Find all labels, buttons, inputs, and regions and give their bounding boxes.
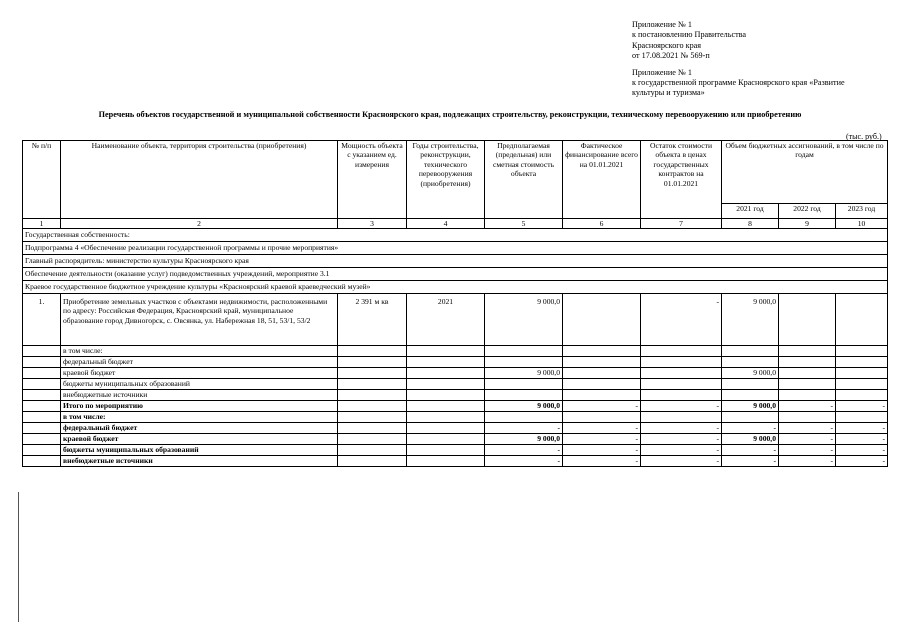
section-activity: Обеспечение деятельности (оказание услуг) подведомственных учреждений, мероприятие 3.1 — [23, 268, 888, 281]
breakdown-cost-cell — [485, 390, 563, 401]
breakdown-cost-cell — [485, 357, 563, 368]
breakdown-y2023-cell — [836, 346, 888, 357]
unit-label: (тыс. руб.) — [846, 132, 882, 141]
totals-y2021-cell: - — [722, 456, 779, 467]
totals-cost-cell: - — [485, 445, 563, 456]
object-cost: 9 000,0 — [485, 294, 563, 346]
column-number: 1 — [23, 219, 61, 229]
column-number: 9 — [779, 219, 836, 229]
totals-fact-cell: - — [563, 401, 641, 412]
totals-row — [23, 412, 888, 423]
totals-y2022-cell: - — [779, 401, 836, 412]
totals-y2021-cell: - — [722, 445, 779, 456]
totals-y2022-cell: - — [779, 423, 836, 434]
approval-line: культуры и туризма» — [632, 88, 705, 98]
totals-y2023-cell: - — [836, 401, 888, 412]
totals-rest-cell: - — [641, 456, 722, 467]
breakdown-label-cell: бюджеты муниципальных образований — [61, 379, 338, 390]
empty-cell — [338, 390, 407, 401]
empty-cell — [338, 456, 407, 467]
empty-cell — [407, 390, 485, 401]
breakdown-label-cell: федеральный бюджет — [61, 357, 338, 368]
totals-y2023-cell: - — [836, 445, 888, 456]
approval-line: от 17.08.2021 № 569-п — [632, 51, 710, 61]
margin-line — [18, 492, 19, 622]
header-num: № п/п — [23, 141, 61, 219]
totals-y2021-cell: 9 000,0 — [722, 434, 779, 445]
breakdown-fact-cell — [563, 390, 641, 401]
empty-cell — [338, 368, 407, 379]
breakdown-y2021-cell — [722, 357, 779, 368]
empty-cell — [407, 379, 485, 390]
breakdown-row — [23, 368, 888, 379]
header-name: Наименование объекта, территория строительства (приобретения) — [61, 141, 338, 219]
breakdown-y2022-cell — [779, 368, 836, 379]
totals-label-cell: бюджеты муниципальных образований — [61, 445, 338, 456]
totals-fact-cell — [563, 412, 641, 423]
breakdown-y2022-cell — [779, 346, 836, 357]
totals-y2022-cell: - — [779, 456, 836, 467]
totals-cost-cell: - — [485, 423, 563, 434]
totals-label-cell: краевой бюджет — [61, 434, 338, 445]
column-number: 10 — [836, 219, 888, 229]
empty-cell — [407, 357, 485, 368]
empty-cell — [23, 357, 61, 368]
header-years: Годы строительства, реконструкции, технического перевооружения (приобретения) — [407, 141, 485, 219]
breakdown-rest-cell — [641, 357, 722, 368]
object-row — [23, 294, 888, 346]
totals-y2021-cell — [722, 412, 779, 423]
totals-rest-cell — [641, 412, 722, 423]
breakdown-y2023-cell — [836, 357, 888, 368]
empty-cell — [23, 390, 61, 401]
object-fact — [563, 294, 641, 346]
breakdown-y2023-cell — [836, 379, 888, 390]
empty-cell — [338, 357, 407, 368]
column-number: 7 — [641, 219, 722, 229]
breakdown-y2023-cell — [836, 368, 888, 379]
object-2022 — [779, 294, 836, 346]
column-number: 6 — [563, 219, 641, 229]
empty-cell — [338, 423, 407, 434]
section-main-manager: Главный распорядитель: министерство культуры Красноярского края — [23, 255, 888, 268]
empty-cell — [23, 412, 61, 423]
object-years: 2021 — [407, 294, 485, 346]
totals-y2021-cell: - — [722, 423, 779, 434]
approval-line: Приложение № 1 — [632, 67, 692, 77]
breakdown-rest-cell — [641, 346, 722, 357]
totals-rest-cell: - — [641, 434, 722, 445]
breakdown-fact-cell — [563, 379, 641, 390]
totals-row — [23, 434, 888, 445]
empty-cell — [407, 368, 485, 379]
section-institution: Краевое государственное бюджетное учреждение культуры «Красноярский краевой краеведческий музей» — [23, 281, 888, 294]
approval-line: Приложение № 1 — [632, 20, 692, 29]
approval-line: Красноярского края — [632, 40, 702, 50]
approval-line: к государственной программе Красноярского края «Развитие — [632, 78, 845, 88]
breakdown-row — [23, 357, 888, 368]
empty-cell — [407, 456, 485, 467]
column-number-row — [23, 219, 888, 229]
totals-row — [23, 423, 888, 434]
header-fact: Фактическое финансирование всего на 01.01.2021 — [563, 141, 641, 219]
totals-y2023-cell: - — [836, 456, 888, 467]
empty-cell — [23, 401, 61, 412]
empty-cell — [407, 412, 485, 423]
totals-y2021-cell: 9 000,0 — [722, 401, 779, 412]
object-num: 1. — [23, 294, 61, 346]
column-number: 2 — [61, 219, 338, 229]
header-row — [23, 141, 888, 204]
header-rest: Остаток стоимости объекта в ценах государственных контрактов на 01.01.2021 — [641, 141, 722, 219]
empty-cell — [23, 346, 61, 357]
empty-cell — [338, 401, 407, 412]
totals-y2022-cell: - — [779, 445, 836, 456]
totals-row — [23, 445, 888, 456]
empty-cell — [338, 346, 407, 357]
breakdown-y2021-cell — [722, 346, 779, 357]
breakdown-y2023-cell — [836, 390, 888, 401]
totals-fact-cell: - — [563, 445, 641, 456]
totals-rest-cell: - — [641, 445, 722, 456]
totals-y2022-cell — [779, 412, 836, 423]
breakdown-rest-cell — [641, 368, 722, 379]
totals-label-cell: федеральный бюджет — [61, 423, 338, 434]
totals-cost-cell: 9 000,0 — [485, 401, 563, 412]
empty-cell — [23, 379, 61, 390]
header-2023: 2023 год — [836, 204, 888, 219]
breakdown-fact-cell — [563, 346, 641, 357]
empty-cell — [23, 423, 61, 434]
empty-cell — [407, 445, 485, 456]
breakdown-cost-cell — [485, 379, 563, 390]
column-number: 4 — [407, 219, 485, 229]
totals-y2023-cell — [836, 412, 888, 423]
totals-cost-cell: 9 000,0 — [485, 434, 563, 445]
empty-cell — [338, 434, 407, 445]
breakdown-fact-cell — [563, 357, 641, 368]
totals-cost-cell — [485, 412, 563, 423]
header-2022: 2022 год — [779, 204, 836, 219]
empty-cell — [407, 434, 485, 445]
empty-cell — [407, 401, 485, 412]
breakdown-y2021-cell: 9 000,0 — [722, 368, 779, 379]
totals-y2023-cell: - — [836, 434, 888, 445]
breakdown-label-cell: внебюджетные источники — [61, 390, 338, 401]
approval-block — [632, 20, 894, 99]
breakdown-cost-cell: 9 000,0 — [485, 368, 563, 379]
empty-cell — [23, 445, 61, 456]
approval-line: к постановлению Правительства — [632, 30, 747, 40]
breakdown-y2022-cell — [779, 379, 836, 390]
totals-label-cell: внебюджетные источники — [61, 456, 338, 467]
totals-cost-cell: - — [485, 456, 563, 467]
totals-label-cell: Итого по мероприятию — [61, 401, 338, 412]
totals-fact-cell: - — [563, 456, 641, 467]
section-state-property: Государственная собственность: — [23, 229, 888, 242]
column-number: 5 — [485, 219, 563, 229]
totals-rest-cell: - — [641, 423, 722, 434]
totals-label-cell: в том числе: — [61, 412, 338, 423]
totals-fact-cell: - — [563, 423, 641, 434]
breakdown-row — [23, 346, 888, 357]
header-budget: Объем бюджетных ассигнований, в том числе по годам — [722, 141, 888, 204]
empty-cell — [338, 412, 407, 423]
totals-y2023-cell: - — [836, 423, 888, 434]
header-cost: Предполагаемая (предельная) или сметная стоимость объекта — [485, 141, 563, 219]
object-2023 — [836, 294, 888, 346]
empty-cell — [338, 445, 407, 456]
empty-cell — [407, 346, 485, 357]
column-number: 8 — [722, 219, 779, 229]
column-number: 3 — [338, 219, 407, 229]
breakdown-y2022-cell — [779, 390, 836, 401]
object-name: Приобретение земельных участков с объектами недвижимости, расположенными по адресу: Российская Федерация, Красноярский край, муниципальное образование город Дивногорск, с. Овсянка, ул. Набережная 18, 51, 53/1, 53/2 — [61, 294, 338, 346]
document-title: Перечень объектов государственной и муниципальной собственности Красноярского края, подлежащих строительству, реконструкции, техническому перевооружению или приобретению — [98, 110, 802, 119]
empty-cell — [23, 456, 61, 467]
totals-fact-cell: - — [563, 434, 641, 445]
breakdown-label-cell: в том числе: — [61, 346, 338, 357]
breakdown-y2021-cell — [722, 390, 779, 401]
totals-y2022-cell: - — [779, 434, 836, 445]
breakdown-label-cell: краевой бюджет — [61, 368, 338, 379]
totals-rest-cell: - — [641, 401, 722, 412]
breakdown-rest-cell — [641, 379, 722, 390]
breakdown-cost-cell — [485, 346, 563, 357]
object-capacity: 2 391 м кв — [338, 294, 407, 346]
empty-cell — [23, 434, 61, 445]
totals-row — [23, 401, 888, 412]
empty-cell — [23, 368, 61, 379]
breakdown-rest-cell — [641, 390, 722, 401]
breakdown-y2022-cell — [779, 357, 836, 368]
empty-cell — [338, 379, 407, 390]
breakdown-fact-cell — [563, 368, 641, 379]
header-capacity: Мощность объекта с указанием ед. измерения — [338, 141, 407, 219]
breakdown-row — [23, 390, 888, 401]
section-subprogram: Подпрограмма 4 «Обеспечение реализации государственной программы и прочие мероприятия» — [23, 242, 888, 255]
object-2021: 9 000,0 — [722, 294, 779, 346]
breakdown-y2021-cell — [722, 379, 779, 390]
breakdown-row — [23, 379, 888, 390]
header-2021: 2021 год — [722, 204, 779, 219]
totals-row — [23, 456, 888, 467]
objects-table — [22, 140, 888, 467]
object-rest: - — [641, 294, 722, 346]
empty-cell — [407, 423, 485, 434]
